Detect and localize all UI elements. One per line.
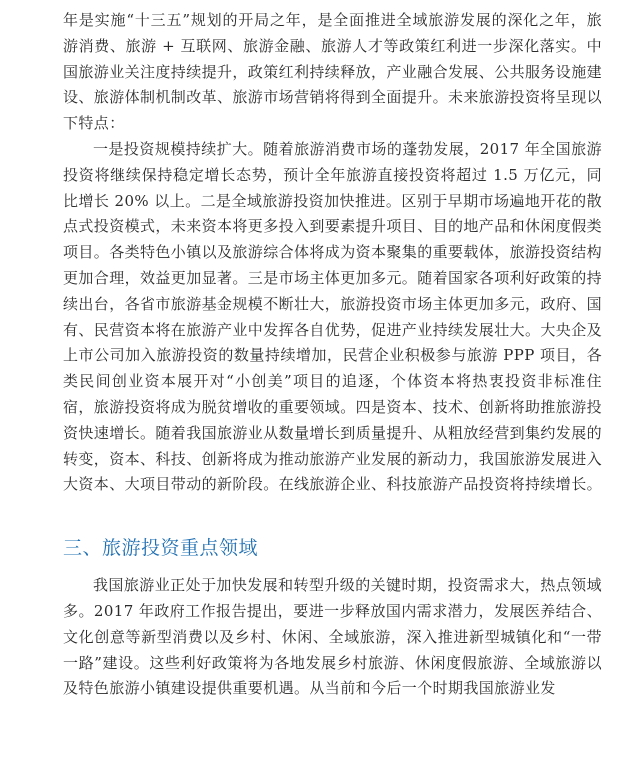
paragraph-policy-overview: 年是实施“十三五”规划的开局之年，是全面推进全域旅游发展的深化之年，旅游消费、旅游 + 互联网、旅游金融、旅游人才等政策红利进一步深化落实。中国旅游业关注度持续提升，政策红利持续释放，产业融合发展、公共服务设施建设、旅游体制机制改革、旅游市场营销将得到全面提升。未来旅游投资将呈现以下特点： bbox=[63, 11, 603, 133]
paragraph-key-areas: 我国旅游业正处于加快发展和转型升级的关键时期，投资需求大，热点领域多。2017 年政府工作报告提出，要进一步释放国内需求潜力，发展医养结合、文化创意等新型消费以及乡村、休闲、全域旅游，深入推进新型城镇化和“一带一路”建设。这些利好政策将为各地发展乡村旅游、休闲度假旅游、全域旅游以及特色旅游小镇建设提供重要机遇。从当前和今后一个时期我国旅游业发 bbox=[63, 576, 602, 698]
section-heading: 三、旅游投资重点领域 bbox=[63, 537, 259, 560]
paragraph-investment-features: 一是投资规模持续扩大。随着旅游消费市场的蓬勃发展，2017 年全国旅游投资将继续保持稳定增长态势，预计全年旅游直接投资将超过 1.5 万亿元，同比增长 20% 以上。二是全域旅游投资加快推进。区别于早期市场遍地开花的散点式投资模式，未来资本将更多投入到要素提升项目、目的地产品和休闲度假类项目。各类特色小镇以及旅游综合体将成为资本聚集的重要载体，旅游投资结构更加合理，效益更加显著。三是市场主体更加多元。随着国家各项利好政策的持续出台，各省市旅游基金规模不断壮大，旅游投资市场主体更加多元，政府、国有、民营资本将在旅游产业中发挥各自优势，促进产业持续发展壮大。大央企及上市公司加入旅游投资的数量持续增加，民营企业积极参与旅游 PPP 项目，各类民间创业资本展开对“小创美”项目的追逐，个体资本将热衷投资非标准住宿，旅游投资将成为脱贫增收的重要领域。四是资本、技术、创新将助推旅游投资快速增长。随着我国旅游业从数量增长到质量提升、从粗放经营到集约发展的转变，资本、科技、创新将成为推动旅游产业发展的新动力，我国旅游发展进入大资本、大项目带动的新阶段。在线旅游企业、科技旅游产品投资将持续增长。 bbox=[63, 139, 603, 494]
